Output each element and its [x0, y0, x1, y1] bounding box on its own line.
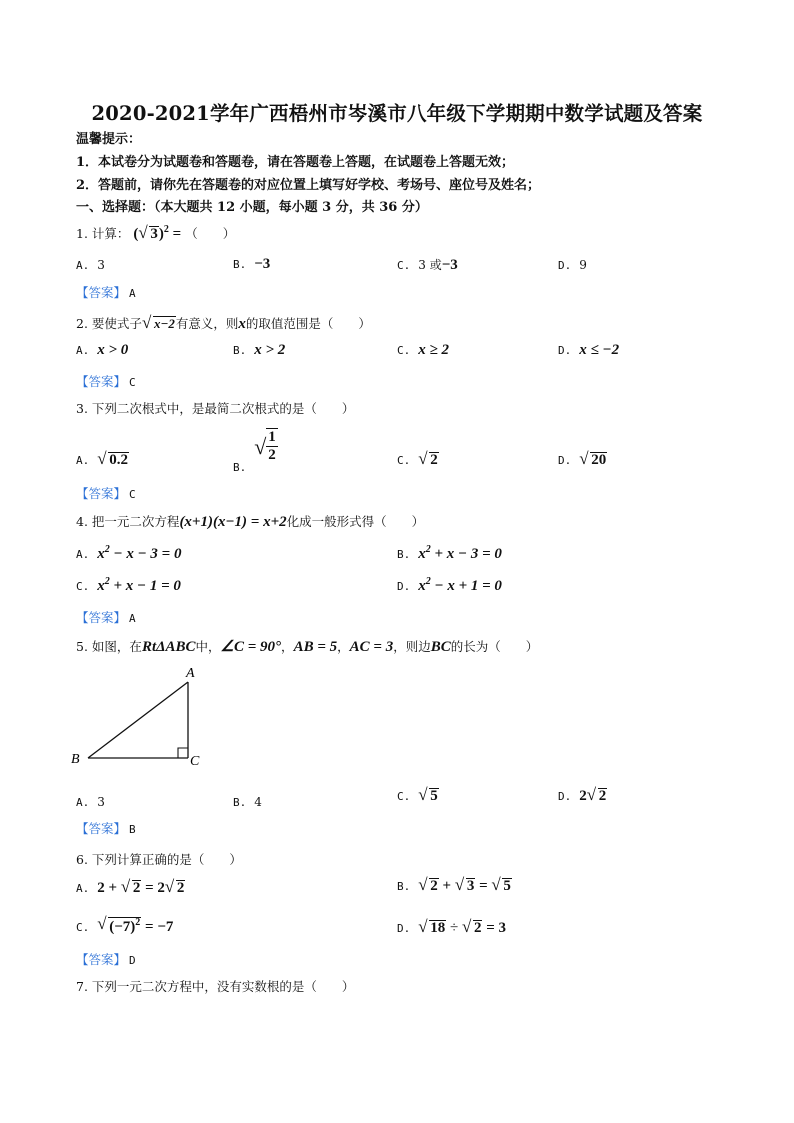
option-c: C. x ≥ 2: [397, 342, 449, 358]
option-d: D. √ 18 ÷ √ 2 = 3: [397, 917, 507, 936]
option-d: D. √ 20: [558, 449, 607, 468]
side-ab: [88, 682, 188, 758]
right-angle-mark: [178, 748, 188, 758]
option-d: D. 2 √ 2: [558, 785, 607, 804]
vertex-label-c: C: [190, 754, 200, 769]
question-number: 1.: [76, 226, 88, 241]
option-a: A. $x^2 - x - 3 = 0$: [76, 544, 182, 562]
answer-6: 【答案】 D: [76, 952, 136, 967]
question-7: 7. 下列一元二次方程中，没有实数根的是（ ）: [76, 979, 355, 994]
answer-3: 【答案】 C: [76, 486, 136, 501]
option-b: B. $x^2 + x - 3 = 0$: [397, 544, 502, 562]
triangle-figure: [66, 662, 216, 774]
option-d: D. $x^2 - x + 1 = 0$: [397, 576, 502, 594]
question-1: 1. 计算： ( √ 3)$^2$ = （ ）: [76, 223, 236, 242]
option-b: B. √ 2 + √ 3 = √ 5: [397, 875, 511, 894]
vertex-label-a: A: [186, 666, 195, 681]
section-heading: 一、选择题：（本大题共 12 小题，每小题 3 分，共 36 分）: [76, 200, 428, 215]
option-b: B. √ $\frac{1}{2}$: [233, 429, 276, 475]
option-a: A. 2 + √ 2 = 2 √ 2: [76, 877, 185, 896]
notice-line-1: 1．本试卷分为试题卷和答题卷，请在答题卷上答题，在试题卷上答题无效；: [76, 155, 515, 170]
option-d: D. x ≤ −2: [558, 342, 620, 358]
option-b: B. −3: [233, 256, 271, 272]
option-c: C. $x^2 + x - 1 = 0$: [76, 576, 181, 594]
answer-2: 【答案】 C: [76, 374, 136, 389]
option-b: B. 4: [233, 795, 262, 809]
question-5: 5. 如图，在RtΔABC中，∠C = 90°，AB = 5，AC = 3，则边BC的长为（ ）: [76, 639, 539, 655]
notice-heading: 温馨提示：: [76, 132, 142, 147]
answer-4: 【答案】 A: [76, 610, 136, 625]
math-expression: ( √ 3)$^2$ =: [133, 223, 182, 242]
question-2: 2. 要使式子 √ x−2有意义，则x的取值范围是（ ）: [76, 313, 371, 332]
option-a: A. 3: [76, 795, 105, 809]
option-c: C. √ $(-7)^2 = -7$: [76, 914, 174, 935]
answer-5: 【答案】 B: [76, 821, 136, 836]
option-b: B. x > 2: [233, 342, 286, 358]
option-d: D. 9: [558, 258, 587, 272]
question-6: 6. 下列计算正确的是（ ）: [76, 852, 242, 867]
answer-1: 【答案】 A: [76, 285, 136, 300]
option-a: A. √ 0.2: [76, 449, 128, 468]
option-c: C. √ 2: [397, 449, 438, 468]
question-4: 4. 把一元二次方程(x+1)(x−1) = x+2化成一般形式得（ ）: [76, 514, 425, 530]
option-c: C. √ 5: [397, 785, 438, 804]
question-3: 3. 下列二次根式中，是最简二次根式的是（ ）: [76, 401, 355, 416]
notice-line-2: 2．答题前，请你先在答题卷的对应位置上填写好学校、考场号、座位号及姓名；: [76, 178, 541, 193]
page-title: 2020-2021学年广西梧州市岑溪市八年级下学期期中数学试题及答案: [91, 102, 703, 125]
option-c: C. 3 或−3: [397, 257, 458, 273]
option-a: A. 3: [76, 258, 105, 272]
vertex-label-b: B: [71, 752, 80, 767]
option-a: A. x > 0: [76, 342, 129, 358]
